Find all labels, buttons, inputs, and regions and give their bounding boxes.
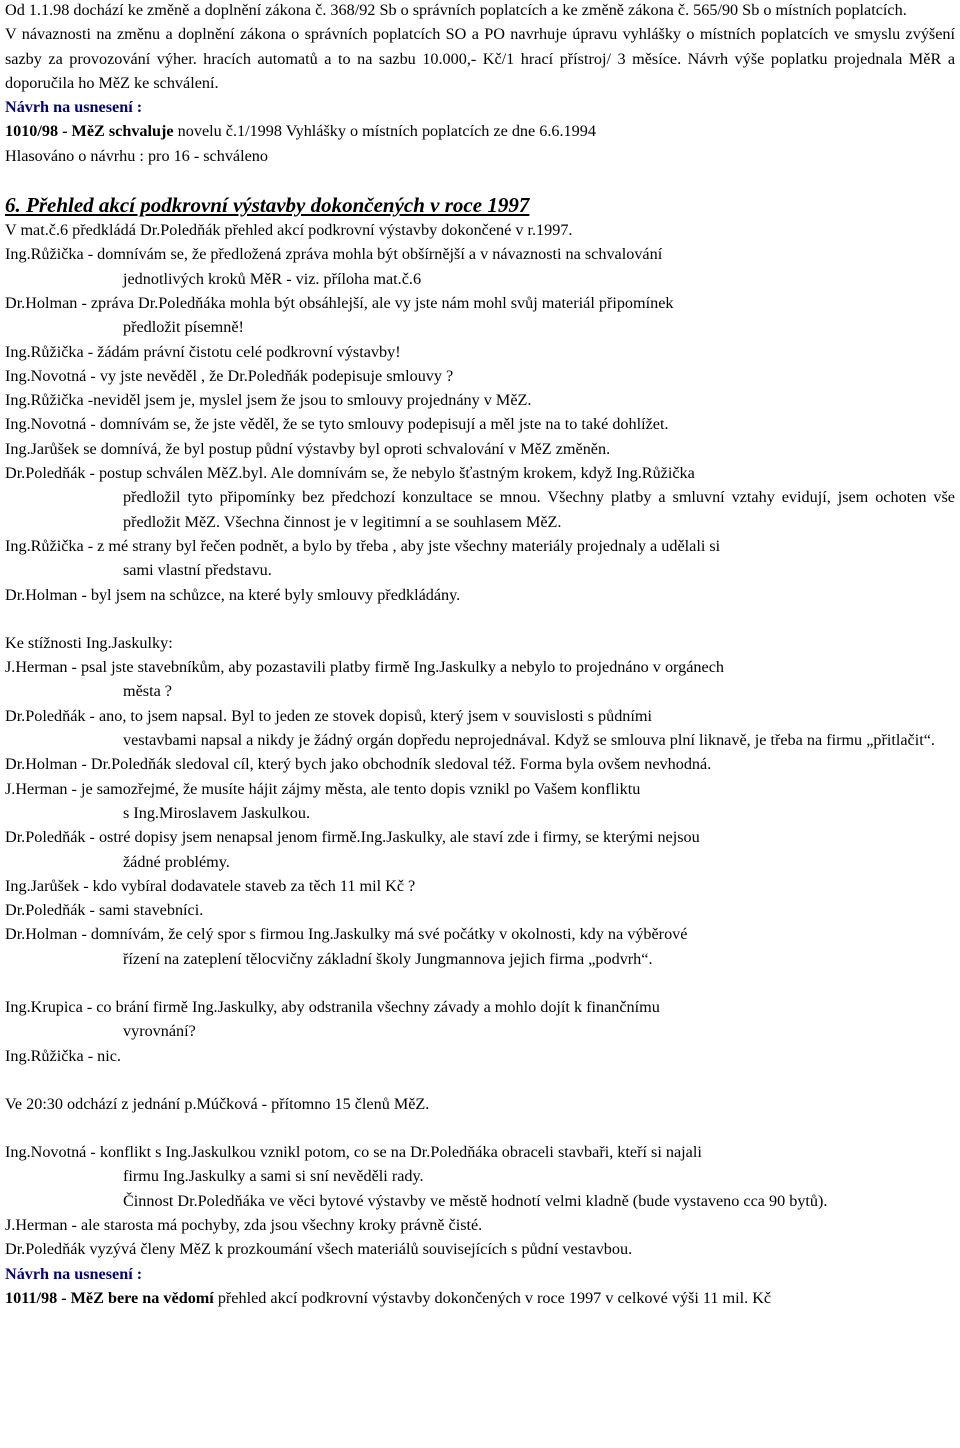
discussion-entry [5, 242, 955, 291]
speaker: Dr.Poledňák [5, 464, 86, 483]
discussion-entry [5, 412, 955, 436]
speech: - postup schválen MěZ.byl. Ale domnívám se, že nebylo šťastným krokem, když Ing.Růžička [85, 464, 695, 483]
speaker: Ing.Růžička [5, 536, 84, 555]
speech-continuation: vyrovnání? [123, 1022, 196, 1041]
speech: - z mé strany byl řečen podnět, a bylo by třeba , aby jste všechny materiály projednaly a udělali si [83, 536, 721, 555]
speech-continuation: jednotlivých kroků MěR - viz. příloha mat.č.6 [123, 269, 422, 288]
section-intro: V mat.č.6 předkládá Dr.Poledňák přehled akcí podkrovní výstavby dokončené v r.1997. [5, 221, 573, 240]
speaker: Dr.Holman [5, 755, 78, 774]
speech: - Dr.Poledňák sledoval cíl, který bych jako obchodník sledoval též. Forma byla ovšem nevhodná. [77, 755, 712, 774]
speaker: Ing.Růžička [5, 1046, 84, 1065]
speech: - kdo vybíral dodavatele staveb za těch 11 mil Kč ? [79, 876, 416, 895]
spacer [5, 1116, 955, 1140]
speaker: J.Herman [5, 1216, 68, 1235]
complaint-entry [5, 704, 955, 753]
discussion-entry [5, 291, 955, 340]
speaker: Ing.Růžička [5, 342, 84, 361]
speaker: J.Herman [5, 779, 68, 798]
resolution-number: 1011/98 - MěZ bere na vědomí [5, 1288, 214, 1307]
complaint-entry [5, 777, 955, 826]
resolution-rest: přehled akcí podkrovní výstavby dokončených v roce 1997 v celkové výši 11 mil. Kč [213, 1288, 772, 1307]
discussion-list [5, 242, 955, 606]
speech-continuation: s Ing.Miroslavem Jaskulkou. [123, 803, 311, 822]
ruzicka-reply [5, 1044, 955, 1068]
document-page [5, 0, 955, 1310]
resolution-label: Návrh na usnesení : [5, 1264, 143, 1283]
speech-continuation: žádné problémy. [123, 852, 230, 871]
speech-continuation: předložit písemně! [123, 318, 244, 337]
speech: - domnívám, že celý spor s firmou Ing.Jaskulky má své počátky v okolnosti, kdy na výběrové [77, 925, 688, 944]
speech: - byl jsem na schůzce, na které byly smlouvy předkládány. [77, 585, 461, 604]
speech: - je samozřejmé, že musíte hájit zájmy města, ale tento dopis vznikl po Vašem konfliktu [67, 779, 641, 798]
resolution-label: Návrh na usnesení : [5, 98, 143, 117]
discussion-entry [5, 364, 955, 388]
speaker: Dr.Holman [5, 925, 78, 944]
resolution-text [5, 1286, 955, 1310]
resolution-rest: novelu č.1/1998 Vyhlášky o místních poplatcích ze dne 6.6.1994 [173, 122, 596, 141]
final-entry [5, 1140, 955, 1213]
speaker: Ing.Novotná [5, 366, 87, 385]
speech: se domnívá, že byl postup půdní výstavby byl oproti schvalování v MěZ změněn. [79, 439, 611, 458]
speaker: J.Herman [5, 658, 68, 677]
speech: - nic. [83, 1046, 121, 1065]
speech: - konflikt s Ing.Jaskulkou vznikl potom, co se na Dr.Poledňáka obraceli stavbaři, kteří si najali [86, 1143, 702, 1162]
complaint-entry [5, 898, 955, 922]
speaker: Dr.Poledňák [5, 901, 86, 920]
complaint-list [5, 655, 955, 971]
speech: - ale starosta má pochyby, zda jsou všechny kroky právně čisté. [67, 1216, 483, 1235]
speech: - domnívám se, že jste věděl, že se tyto smlouvy podepisují a měl jste na to také dohlížet. [86, 415, 669, 434]
discussion-entry [5, 583, 955, 607]
speaker: Ing.Růžička [5, 245, 84, 264]
speech-continuation: města ? [123, 682, 172, 701]
speech: - zpráva Dr.Poledňáka mohla být obsáhlejší, ale vy jste nám mohl svůj materiál připomínek [77, 293, 674, 312]
speech: - sami stavebníci. [85, 901, 204, 920]
complaint-entry [5, 655, 955, 704]
speaker: Ing.Růžička [5, 391, 84, 410]
speech: - domnívám se, že předložená zpráva mohla být obšírnější a v návaznosti na schvalování [83, 245, 663, 264]
complaint-title: Ke stížnosti Ing.Jaskulky: [5, 633, 173, 652]
speaker: Dr.Holman [5, 585, 78, 604]
speech: - vy jste nevěděl , že Dr.Poledňák podepisuje smlouvy ? [86, 366, 454, 385]
speech-continuation: firmu Ing.Jaskulky a sami si sní nevěděli rady. [123, 1167, 424, 1186]
discussion-entry [5, 388, 955, 412]
intro-paragraph-2: V návaznosti na změnu a doplnění zákona o správních poplatcích SO a PO navrhuje úpravu vyhlášky o místních poplatcích ve smyslu zvýšení sazby za provozování výher. hracích automatů a to na sazbu 10.000,- Kč/1 hrací přístroj/ 3 měsíce. Návrh výše poplatku projednala MěR a doporučila ho MěZ ke schválení. [5, 25, 955, 92]
speech: - ano, to jsem napsal. Byl to jeden ze stovek dopisů, který jsem v souvislosti s půdními [85, 706, 652, 725]
speaker: Dr.Holman [5, 293, 78, 312]
discussion-entry [5, 437, 955, 461]
section-heading: 6. Přehled akcí podkrovní výstavby dokončených v roce 1997 [5, 193, 530, 218]
speaker: Ing.Novotná [5, 415, 87, 434]
discussion-entry [5, 340, 955, 364]
speech-continuation: vestavbami napsal a nikdy je žádný orgán dopředu neprojednával. Když se smlouva plní liknavě, je třeba na firmu „přitlačit“. [123, 731, 935, 750]
spacer [5, 1068, 955, 1092]
closing-statement: Dr.Poledňák vyzývá členy MěZ k prozkoumání všech materiálů souvisejících s půdní vestavbou. [5, 1240, 633, 1259]
speech-continuation: řízení na zateplení tělocvičny základní školy Jungmannova jejich firma „podvrh“. [123, 949, 653, 968]
krupica-entry [5, 995, 955, 1044]
spacer [5, 971, 955, 995]
speaker: Ing.Novotná [5, 1143, 87, 1162]
speaker: Dr.Poledňák [5, 828, 86, 847]
speech-continuation: předložil tyto připomínky bez předchozí konzultace se mnou. Všechny platby a smluvní vztahy evidují, jsem ochoten vše předložit MěZ. Všechna činnost je v legitimní a se souhlasem MěZ. [123, 488, 955, 531]
resolution-number: 1010/98 - MěZ schvaluje [5, 122, 174, 141]
intro-paragraph-1: Od 1.1.98 dochází ke změně a doplnění zákona č. 368/92 Sb o správních poplatcích a ke změně zákona č. 565/90 Sb o místních poplatcích. [5, 1, 907, 19]
speech-continuation: sami vlastní představu. [123, 561, 272, 580]
speech: - psal jste stavebníkům, aby pozastavili platby firmě Ing.Jaskulky a nebylo to projednáno v orgánech [67, 658, 724, 677]
speaker: Dr.Poledňák [5, 706, 86, 725]
complaint-entry [5, 874, 955, 898]
departure-note: Ve 20:30 odchází z jednání p.Múčková - přítomno 15 členů MěZ. [5, 1094, 430, 1113]
speech: -neviděl jsem je, myslel jsem že jsou to smlouvy projednány v MěZ. [83, 391, 532, 410]
vote-result: Hlasováno o návrhu : pro 16 - schváleno [5, 146, 268, 165]
speaker: Ing.Jarůšek [5, 876, 80, 895]
discussion-entry [5, 534, 955, 583]
speaker: Ing.Krupica [5, 997, 83, 1016]
resolution-text [5, 119, 955, 143]
spacer [5, 607, 955, 631]
speech-continuation: Činnost Dr.Poledňáka ve věci bytové výstavby ve městě hodnotí velmi kladně (bude vystaveno cca 90 bytů). [123, 1191, 828, 1210]
complaint-entry [5, 752, 955, 776]
speech: - co brání firmě Ing.Jaskulky, aby odstranila všechny závady a mohlo dojít k finančnímu [82, 997, 660, 1016]
complaint-entry [5, 825, 955, 874]
final-entry [5, 1213, 955, 1237]
speech: - ostré dopisy jsem nenapsal jenom firmě.Ing.Jaskulky, ale staví zde i firmy, se kterými nejsou [85, 828, 700, 847]
discussion-entry [5, 461, 955, 534]
speech: - žádám právní čistotu celé podkrovní výstavby! [83, 342, 401, 361]
complaint-entry [5, 922, 955, 971]
speaker: Ing.Jarůšek [5, 439, 80, 458]
